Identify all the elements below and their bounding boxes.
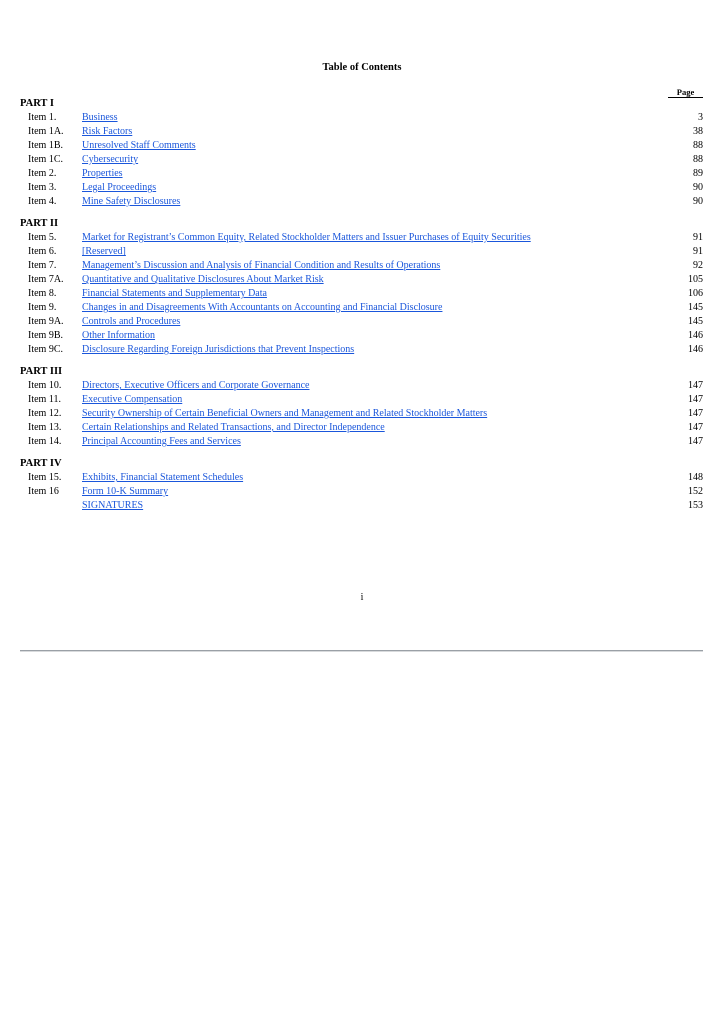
page-ref: 89 (693, 168, 703, 179)
page-divider (20, 650, 703, 652)
toc-row (20, 301, 703, 315)
item-number: Item 6. (28, 246, 57, 257)
page-ref: 152 (688, 486, 703, 497)
part-i-section (20, 97, 703, 209)
item-number: Item 3. (28, 182, 57, 193)
toc-link[interactable]: Mine Safety Disclosures (82, 196, 181, 207)
page-ref: 90 (693, 182, 703, 193)
part-heading: PART II (20, 218, 59, 229)
item-number: Item 7. (28, 260, 57, 271)
toc-link[interactable]: Exhibits, Financial Statement Schedules (82, 472, 244, 483)
toc-link[interactable]: Cybersecurity (82, 154, 139, 165)
item-number: Item 16 (28, 486, 59, 497)
page-ref: 91 (693, 232, 703, 243)
page-ref: 88 (693, 140, 703, 151)
item-number: Item 1. (28, 112, 57, 123)
toc-row (20, 393, 703, 407)
part-iii-section (20, 365, 703, 449)
page-ref: 147 (688, 436, 703, 447)
toc-row (20, 287, 703, 301)
toc-row (20, 139, 703, 153)
page-ref: 145 (688, 316, 703, 327)
page-ref: 145 (688, 302, 703, 313)
item-number: Item 7A. (28, 274, 64, 285)
item-number: Item 11. (28, 394, 61, 405)
item-number: Item 9C. (28, 344, 63, 355)
toc-link[interactable]: Quantitative and Qualitative Disclosures About Market Risk (82, 274, 324, 285)
page-ref: 147 (688, 408, 703, 419)
toc-row (20, 329, 703, 343)
part-heading: PART IV (20, 458, 62, 469)
page-ref: 147 (688, 394, 703, 405)
toc-link[interactable]: Principal Accounting Fees and Services (82, 436, 241, 447)
page-ref: 38 (693, 126, 703, 137)
item-number: Item 9. (28, 302, 57, 313)
toc-link[interactable]: Unresolved Staff Comments (82, 140, 196, 151)
part-ii-section (20, 217, 703, 357)
toc-row (20, 167, 703, 181)
toc-row (20, 245, 703, 259)
page-ref: 91 (693, 246, 703, 257)
part-iv-section (20, 457, 703, 513)
toc-link[interactable]: Business (82, 112, 118, 123)
page-ref: 146 (688, 330, 703, 341)
toc-link[interactable]: Financial Statements and Supplementary Data (82, 288, 267, 299)
toc-row (20, 111, 703, 125)
toc-row (20, 153, 703, 167)
toc-row (20, 421, 703, 435)
item-number: Item 2. (28, 168, 57, 179)
toc-link[interactable]: Certain Relationships and Related Transactions, and Director Independence (82, 422, 385, 433)
toc-row (20, 273, 703, 287)
page-ref: 147 (688, 380, 703, 391)
page-ref: 88 (693, 154, 703, 165)
toc-row (20, 343, 703, 357)
item-number: Item 8. (28, 288, 57, 299)
table-of-contents (20, 97, 703, 513)
page-ref: 105 (688, 274, 703, 285)
item-number: Item 13. (28, 422, 62, 433)
toc-link[interactable]: Disclosure Regarding Foreign Jurisdictions that Prevent Inspections (82, 344, 355, 355)
item-number: Item 1A. (28, 126, 64, 137)
item-number: Item 4. (28, 196, 57, 207)
page-ref: 106 (688, 288, 703, 299)
toc-row (20, 231, 703, 245)
toc-row (20, 471, 703, 485)
toc-row (20, 259, 703, 273)
page-ref: 146 (688, 344, 703, 355)
item-number: Item 10. (28, 380, 62, 391)
toc-row (20, 435, 703, 449)
item-number: Item 15. (28, 472, 62, 483)
page-ref: 3 (698, 112, 703, 123)
toc-link[interactable]: Executive Compensation (82, 394, 183, 405)
toc-row (20, 485, 703, 499)
item-number: Item 9B. (28, 330, 63, 341)
toc-row (20, 181, 703, 195)
part-heading: PART III (20, 366, 63, 377)
toc-link[interactable]: Directors, Executive Officers and Corporate Governance (82, 380, 310, 391)
toc-row (20, 125, 703, 139)
page-ref: 92 (693, 260, 703, 271)
page-number: i (360, 592, 364, 603)
item-number: Item 14. (28, 436, 62, 447)
toc-link[interactable]: Properties (82, 168, 123, 179)
page-ref: 153 (688, 500, 703, 511)
item-number (20, 499, 82, 513)
item-number: Item 9A. (28, 316, 64, 327)
toc-link[interactable]: Security Ownership of Certain Beneficial Owners and Management and Related Stockholder Matters (82, 408, 488, 419)
page-ref: 90 (693, 196, 703, 207)
toc-link[interactable]: Risk Factors (82, 126, 133, 137)
toc-link[interactable]: Controls and Procedures (82, 316, 181, 327)
toc-link[interactable]: SIGNATURES (82, 500, 144, 511)
toc-row (20, 407, 703, 421)
toc-row (20, 195, 703, 209)
toc-link[interactable]: Management’s Discussion and Analysis of Financial Condition and Results of Operations (82, 260, 441, 271)
page-title: Table of Contents (322, 62, 402, 73)
part-heading: PART I (20, 98, 54, 109)
page-ref: 148 (688, 472, 703, 483)
toc-link[interactable]: Changes in and Disagreements With Accountants on Accounting and Financial Disclosure (82, 302, 443, 313)
toc-row (20, 499, 703, 513)
toc-link[interactable]: Other Information (82, 330, 156, 341)
item-number: Item 1C. (28, 154, 63, 165)
toc-row (20, 379, 703, 393)
item-number: Item 12. (28, 408, 62, 419)
toc-link[interactable]: [Reserved] (82, 246, 126, 257)
toc-row (20, 315, 703, 329)
page-ref: 147 (688, 422, 703, 433)
item-number: Item 1B. (28, 140, 63, 151)
toc-link[interactable]: Form 10-K Summary (82, 486, 169, 497)
toc-link[interactable]: Market for Registrant’s Common Equity, Related Stockholder Matters and Issuer Purchases of Equity Securities (82, 232, 531, 243)
page-column-header: Page (668, 87, 703, 98)
toc-link[interactable]: Legal Proceedings (82, 182, 157, 193)
item-number: Item 5. (28, 232, 57, 243)
